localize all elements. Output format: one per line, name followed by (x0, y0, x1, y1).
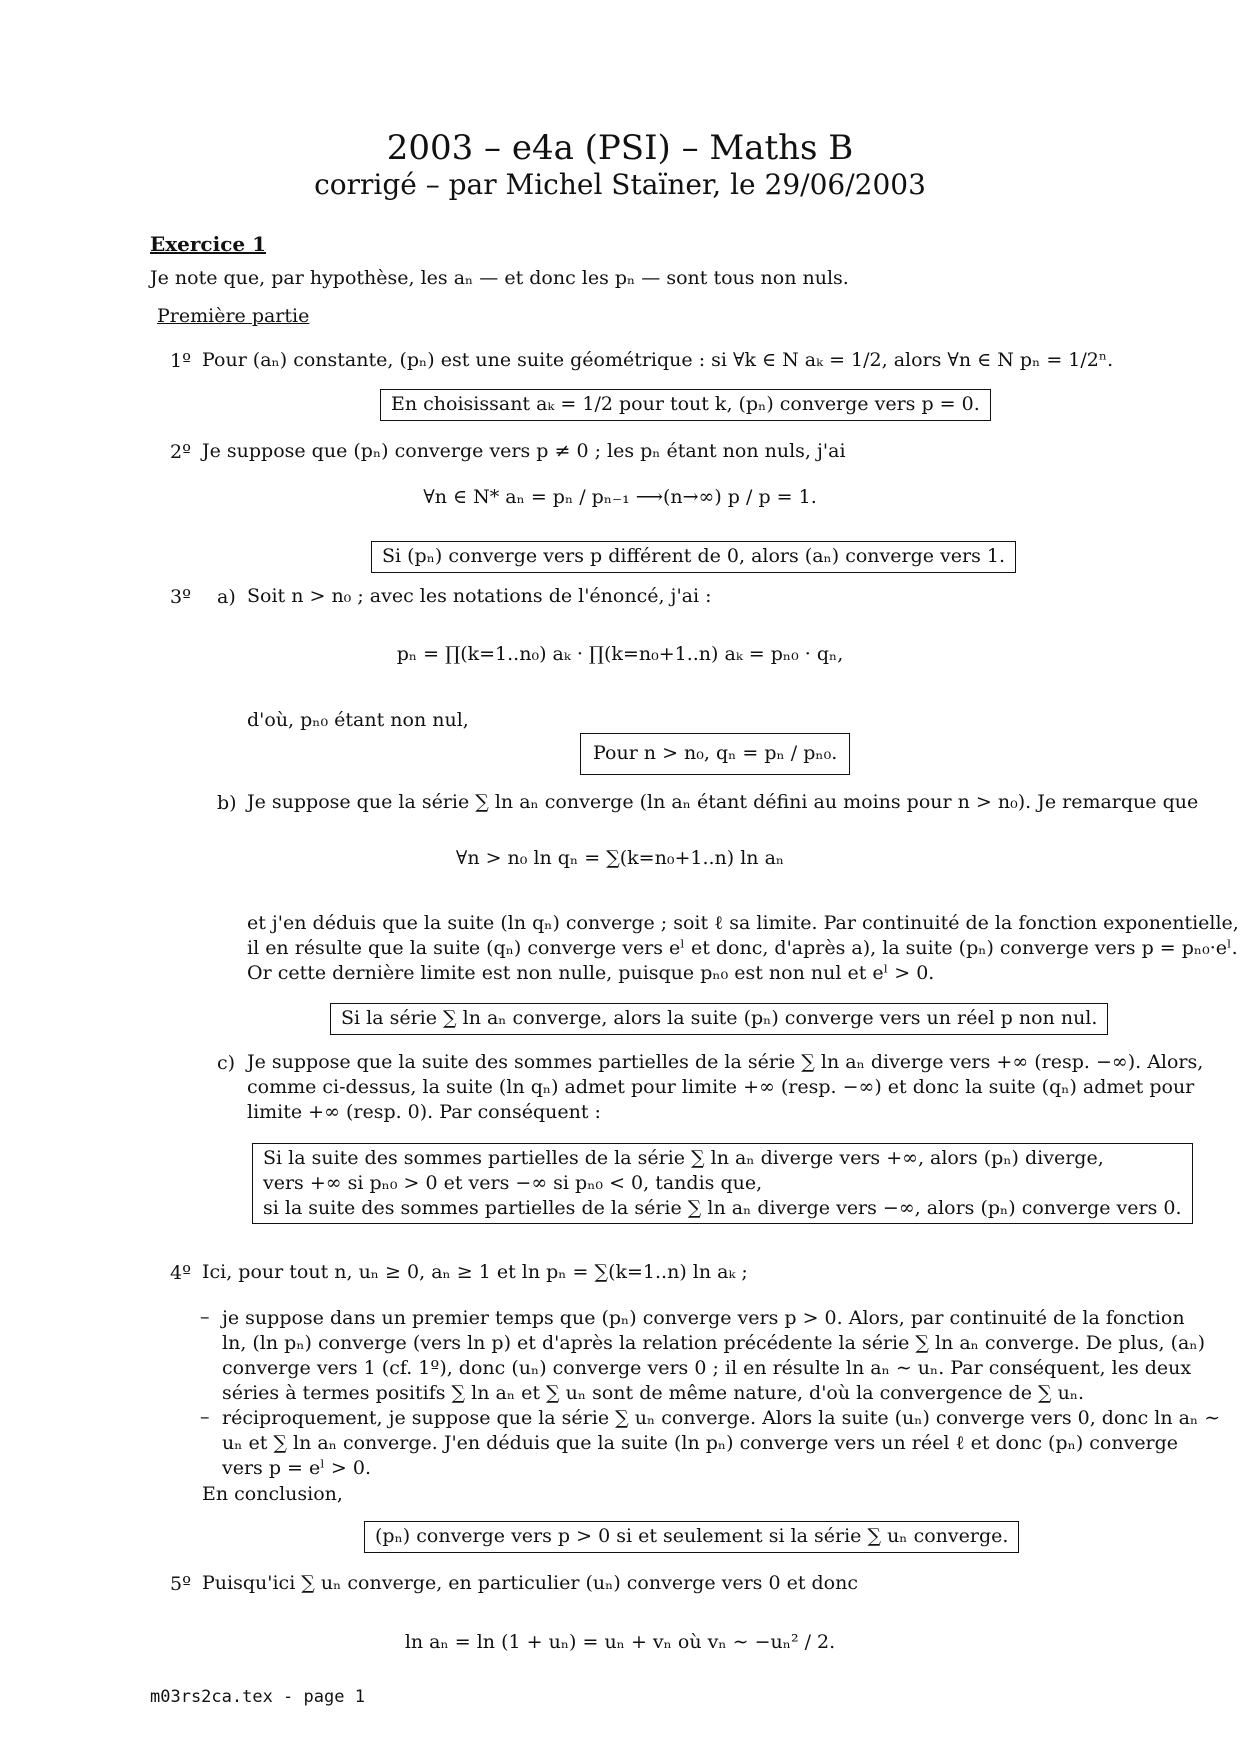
q2-result-box: Si (pₙ) converge vers p différent de 0, alors (aₙ) converge vers 1. (371, 541, 1016, 573)
q1-result-box: En choisissant aₖ = 1/2 pour tout k, (pₙ) converge vers p = 0. (380, 389, 991, 421)
q5-text: Puisqu'ici ∑ uₙ converge, en particulier (uₙ) converge vers 0 et donc (202, 1572, 858, 1594)
page-subtitle: corrigé – par Michel Staïner, le 29/06/2003 (314, 168, 926, 201)
q3b-result-box: Si la série ∑ ln aₙ converge, alors la suite (pₙ) converge vers un réel p non nul. (330, 1003, 1108, 1035)
q3a-formula: pₙ = ∏(k=1..n₀) aₖ · ∏(k=n₀+1..n) aₖ = pₙ₀ · qₙ, (396, 643, 844, 665)
q4-text: Ici, pour tout n, uₙ ≥ 0, aₙ ≥ 1 et ln pₙ = ∑(k=1..n) ln aₖ ; (202, 1261, 748, 1283)
q4-dash1-line-1: je suppose dans un premier temps que (pₙ) converge vers p > 0. Alors, par continuité de la fonction (222, 1307, 1185, 1329)
q3c-result-box (252, 1143, 1193, 1224)
q3c-box-line-3: si la suite des sommes partielles de la série ∑ ln aₙ diverge vers −∞, alors (pₙ) converge vers 0. (263, 1197, 1182, 1219)
q4-dash1-line-3: converge vers 1 (cf. 1º), donc (uₙ) converge vers 0 ; il en résulte ln aₙ ∼ uₙ. Par conséquent, les deux (222, 1357, 1192, 1379)
q3c-line-2: comme ci-dessus, la suite (ln qₙ) admet pour limite +∞ (resp. −∞) et donc la suite (qₙ) admet pour (247, 1076, 1195, 1098)
q4-result-box: (pₙ) converge vers p > 0 si et seulement si la série ∑ uₙ converge. (364, 1521, 1019, 1553)
q3c-label: c) (217, 1052, 236, 1074)
q4-dash1-line-4: séries à termes positifs ∑ ln aₙ et ∑ uₙ sont de même nature, d'où la convergence de ∑ uₙ. (222, 1382, 1085, 1404)
q4-dash1-line-2: ln, (ln pₙ) converge (vers ln p) et d'après la relation précédente la série ∑ ln aₙ converge. De plus, (aₙ) (222, 1332, 1205, 1354)
q3c-box-line-1: Si la suite des sommes partielles de la série ∑ ln aₙ diverge vers +∞, alors (pₙ) diverge, (263, 1147, 1104, 1169)
q4-conclusion: En conclusion, (202, 1483, 343, 1505)
q1-number: 1º (170, 350, 192, 372)
q4-number: 4º (170, 1262, 192, 1284)
q3c-line-1: Je suppose que la suite des sommes partielles de la série ∑ ln aₙ diverge vers +∞ (resp. −∞). Alors, (247, 1051, 1204, 1073)
q3b-line-1: et j'en déduis que la suite (ln qₙ) converge ; soit ℓ sa limite. Par continuité de la fonction exponentielle, (247, 912, 1239, 934)
q3b-line-2: il en résulte que la suite (qₙ) converge vers eˡ et donc, d'après a), la suite (pₙ) converge vers p = pₙ₀·eˡ. (247, 937, 1238, 959)
q2-formula: ∀n ∈ N* aₙ = pₙ / pₙ₋₁ ⟶(n→∞) p / p = 1. (423, 486, 817, 508)
q4-dash-1: – (200, 1306, 210, 1328)
q3a-text: Soit n > n₀ ; avec les notations de l'énoncé, j'ai : (247, 585, 712, 607)
q4-dash2-line-2: uₙ et ∑ ln aₙ converge. J'en déduis que la suite (ln pₙ) converge vers un réel ℓ et donc (pₙ) converge (222, 1432, 1179, 1454)
q2-number: 2º (170, 441, 192, 463)
q3-number: 3º (170, 586, 192, 608)
q4-dash2-line-3: vers p = eˡ > 0. (222, 1457, 371, 1479)
q1-text: Pour (aₙ) constante, (pₙ) est une suite géométrique : si ∀k ∈ N aₖ = 1/2, alors ∀n ∈ N pₙ = 1/2ⁿ. (202, 349, 1114, 371)
q4-dash-2: – (200, 1406, 210, 1428)
q3c-box-line-2: vers +∞ si pₙ₀ > 0 et vers −∞ si pₙ₀ < 0, tandis que, (263, 1172, 763, 1194)
page-title: 2003 – e4a (PSI) – Maths B (386, 128, 854, 168)
q3a-label: a) (217, 586, 236, 608)
q5-number: 5º (170, 1573, 192, 1595)
q3b-formula: ∀n > n₀ ln qₙ = ∑(k=n₀+1..n) ln aₙ (455, 847, 785, 869)
q2-text: Je suppose que (pₙ) converge vers p ≠ 0 ; les pₙ étant non nuls, j'ai (202, 440, 846, 462)
q3a-result-box: Pour n > n₀, qₙ = pₙ / pₙ₀. (580, 733, 850, 775)
exercise-intro: Je note que, par hypothèse, les aₙ — et donc les pₙ — sont tous non nuls. (150, 267, 849, 289)
q5-formula: ln aₙ = ln (1 + uₙ) = uₙ + vₙ où vₙ ∼ −uₙ² / 2. (404, 1631, 836, 1653)
page-footer: m03rs2ca.tex - page 1 (150, 1687, 365, 1707)
q3c-line-3: limite +∞ (resp. 0). Par conséquent : (247, 1101, 601, 1123)
part-heading: Première partie (157, 305, 310, 327)
q3b-line-3: Or cette dernière limite est non nulle, puisque pₙ₀ est non nul et eˡ > 0. (247, 962, 935, 984)
q3b-label: b) (217, 792, 237, 814)
exercise-heading: Exercice 1 (150, 232, 266, 256)
q3b-text: Je suppose que la série ∑ ln aₙ converge (ln aₙ étant défini au moins pour n > n₀). Je remarque que (247, 791, 1199, 813)
q3a-after: d'où, pₙ₀ étant non nul, (247, 709, 469, 731)
q4-dash2-line-1: réciproquement, je suppose que la série ∑ uₙ converge. Alors la suite (uₙ) converge vers 0, donc ln aₙ ∼ (222, 1407, 1221, 1429)
